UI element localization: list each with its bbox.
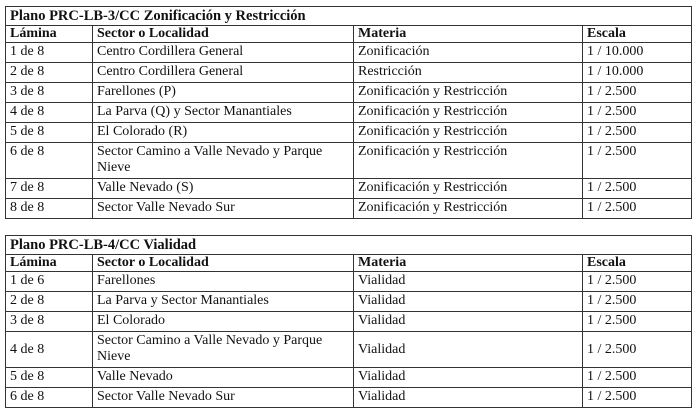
header-escala: Escala — [583, 255, 692, 272]
cell-sector: Sector Valle Nevado Sur — [93, 199, 354, 219]
cell-materia: Zonificación y Restricción — [354, 123, 583, 143]
cell-escala: 1 / 2.500 — [583, 83, 692, 103]
table-row — [6, 368, 692, 388]
cell-materia: Vialidad — [354, 272, 583, 292]
cell-escala: 1 / 2.500 — [583, 332, 692, 368]
cell-sector: Centro Cordillera General — [93, 43, 354, 63]
cell-lamina: 6 de 8 — [6, 388, 93, 408]
cell-sector: Valle Nevado (S) — [93, 179, 354, 199]
table-row — [6, 103, 692, 123]
cell-materia: Vialidad — [354, 332, 583, 368]
cell-materia: Vialidad — [354, 292, 583, 312]
header-sector: Sector o Localidad — [93, 255, 354, 272]
cell-escala: 1 / 2.500 — [583, 199, 692, 219]
header-materia: Materia — [354, 255, 583, 272]
table-row — [6, 312, 692, 332]
cell-escala: 1 / 2.500 — [583, 312, 692, 332]
cell-escala: 1 / 2.500 — [583, 143, 692, 179]
plano-vialidad-table — [5, 235, 692, 408]
cell-materia: Zonificación — [354, 43, 583, 63]
cell-lamina: 5 de 8 — [6, 123, 93, 143]
cell-materia: Zonificación y Restricción — [354, 103, 583, 123]
cell-materia: Zonificación y Restricción — [354, 83, 583, 103]
cell-sector: El Colorado — [93, 312, 354, 332]
cell-escala: 1 / 2.500 — [583, 103, 692, 123]
cell-materia: Zonificación y Restricción — [354, 199, 583, 219]
table-row — [6, 83, 692, 103]
cell-materia: Vialidad — [354, 368, 583, 388]
table-title-row — [6, 7, 692, 26]
table-title: Plano PRC-LB-3/CC Zonificación y Restricción — [6, 7, 692, 26]
table-row — [6, 199, 692, 219]
header-sector: Sector o Localidad — [93, 26, 354, 43]
cell-sector: Sector Camino a Valle Nevado y Parque Nieve — [93, 143, 354, 179]
cell-lamina: 2 de 8 — [6, 292, 93, 312]
cell-lamina: 7 de 8 — [6, 179, 93, 199]
header-materia: Materia — [354, 26, 583, 43]
cell-sector: Centro Cordillera General — [93, 63, 354, 83]
cell-escala: 1 / 2.500 — [583, 123, 692, 143]
table-header-row — [6, 255, 692, 272]
table-row — [6, 63, 692, 83]
table-row — [6, 123, 692, 143]
cell-lamina: 5 de 8 — [6, 368, 93, 388]
cell-sector: La Parva (Q) y Sector Manantiales — [93, 103, 354, 123]
cell-escala: 1 / 2.500 — [583, 179, 692, 199]
table-header-row — [6, 26, 692, 43]
cell-sector: Sector Camino a Valle Nevado y Parque Nieve — [93, 332, 354, 368]
table-row — [6, 43, 692, 63]
cell-escala: 1 / 2.500 — [583, 272, 692, 292]
cell-sector: Sector Valle Nevado Sur — [93, 388, 354, 408]
cell-materia: Zonificación y Restricción — [354, 179, 583, 199]
table-row — [6, 388, 692, 408]
table-row — [6, 179, 692, 199]
cell-materia: Zonificación y Restricción — [354, 143, 583, 179]
cell-lamina: 6 de 8 — [6, 143, 93, 179]
cell-sector: Farellones — [93, 272, 354, 292]
header-escala: Escala — [583, 26, 692, 43]
header-lamina: Lámina — [6, 255, 93, 272]
table-row — [6, 292, 692, 312]
cell-escala: 1 / 2.500 — [583, 292, 692, 312]
plano-zonificacion-table — [5, 6, 692, 219]
cell-sector: Farellones (P) — [93, 83, 354, 103]
table-row — [6, 143, 692, 179]
table-title: Plano PRC-LB-4/CC Vialidad — [6, 236, 692, 255]
cell-lamina: 4 de 8 — [6, 103, 93, 123]
cell-sector: La Parva y Sector Manantiales — [93, 292, 354, 312]
cell-lamina: 2 de 8 — [6, 63, 93, 83]
cell-materia: Vialidad — [354, 312, 583, 332]
cell-materia: Vialidad — [354, 388, 583, 408]
cell-lamina: 3 de 8 — [6, 312, 93, 332]
cell-escala: 1 / 2.500 — [583, 388, 692, 408]
cell-lamina: 1 de 6 — [6, 272, 93, 292]
cell-sector: El Colorado (R) — [93, 123, 354, 143]
cell-lamina: 8 de 8 — [6, 199, 93, 219]
cell-escala: 1 / 10.000 — [583, 43, 692, 63]
cell-materia: Restricción — [354, 63, 583, 83]
cell-lamina: 4 de 8 — [6, 332, 93, 368]
cell-lamina: 1 de 8 — [6, 43, 93, 63]
table-title-row — [6, 236, 692, 255]
cell-sector: Valle Nevado — [93, 368, 354, 388]
table-row — [6, 332, 692, 368]
cell-escala: 1 / 2.500 — [583, 368, 692, 388]
cell-lamina: 3 de 8 — [6, 83, 93, 103]
cell-escala: 1 / 10.000 — [583, 63, 692, 83]
header-lamina: Lámina — [6, 26, 93, 43]
table-row — [6, 272, 692, 292]
